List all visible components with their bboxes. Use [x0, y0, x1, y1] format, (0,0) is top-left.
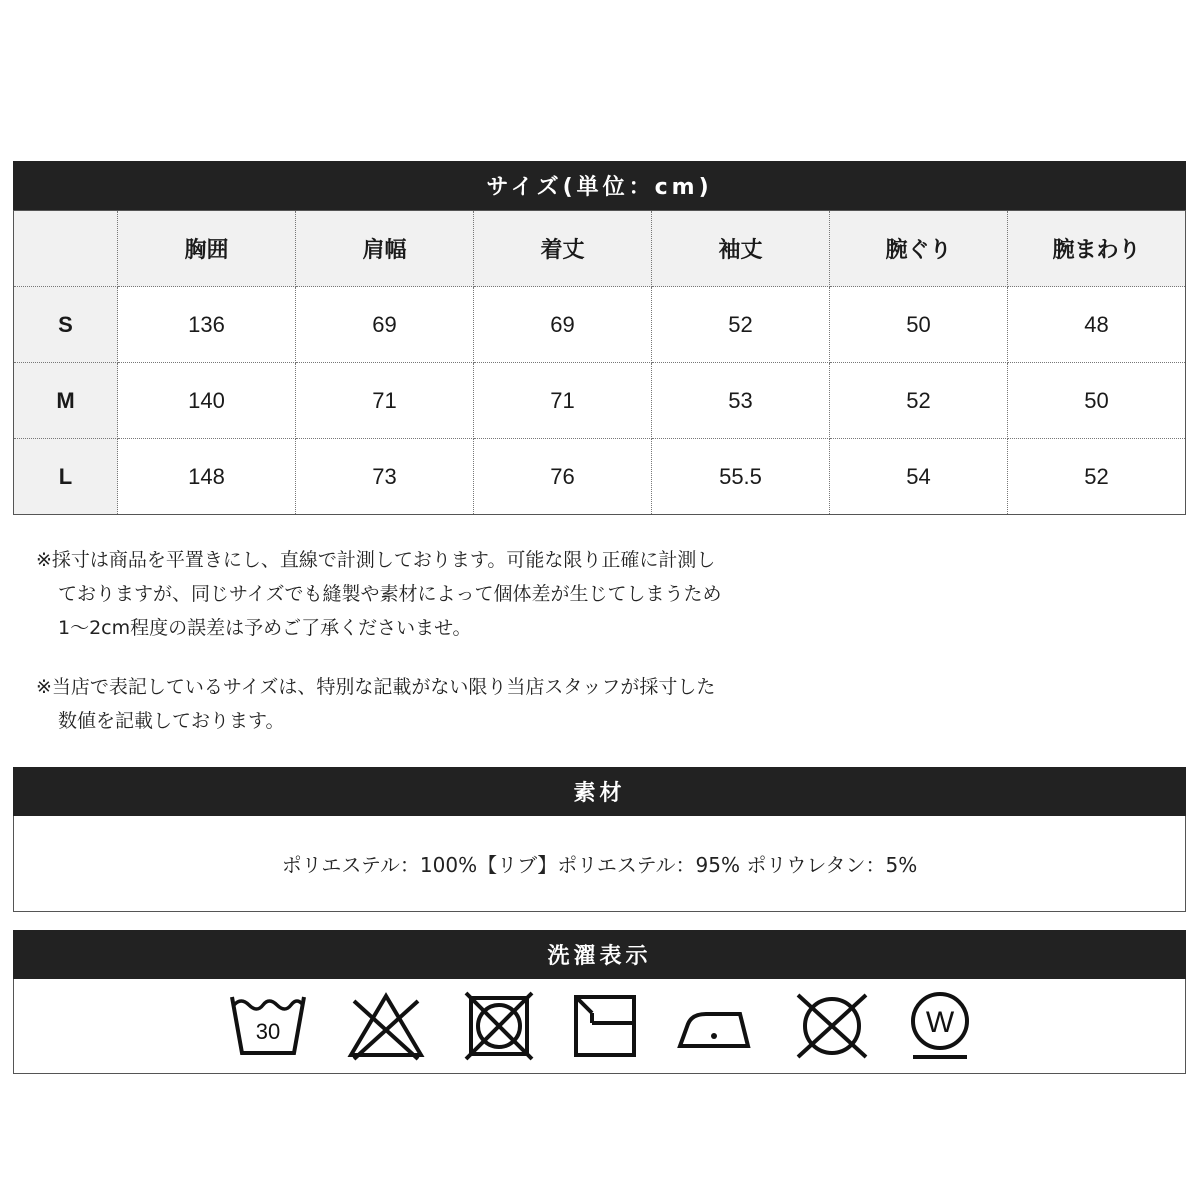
header-cell-length: 着丈 — [474, 211, 652, 287]
table-cell: 76 — [474, 439, 652, 515]
size-table-header-row — [14, 211, 1186, 287]
table-cell: 73 — [296, 439, 474, 515]
material-text: ポリエステル：100%【リブ】ポリエステル：95% ポリウレタン：5% — [281, 853, 918, 877]
table-cell: 54 — [830, 439, 1008, 515]
size-row-s — [14, 287, 1186, 363]
care-box — [13, 979, 1186, 1074]
measurement-note — [36, 543, 721, 645]
iron-low-icon — [676, 996, 756, 1056]
table-cell: 52 — [1008, 439, 1186, 515]
table-cell: 71 — [474, 363, 652, 439]
note-line: ※採寸は商品を平置きにし、直線で計測しております。可能な限り正確に計測し — [36, 549, 716, 571]
table-cell: 71 — [296, 363, 474, 439]
header-cell-empty — [14, 211, 118, 287]
size-section-title: サイズ(単位：cm) — [13, 161, 1186, 210]
no-tumble-dry-icon — [464, 991, 534, 1061]
material-section-title: 素材 — [13, 767, 1186, 816]
size-label: S — [14, 287, 118, 363]
table-cell: 52 — [652, 287, 830, 363]
size-label: L — [14, 439, 118, 515]
table-cell: 140 — [118, 363, 296, 439]
wet-clean-icon — [908, 991, 972, 1061]
table-cell: 50 — [1008, 363, 1186, 439]
note-line: ておりますが、同じサイズでも縫製や素材によって個体差が生じてしまうため — [58, 583, 722, 605]
table-cell: 53 — [652, 363, 830, 439]
table-cell: 48 — [1008, 287, 1186, 363]
care-icons — [14, 979, 1185, 1073]
no-bleach-icon — [346, 991, 426, 1061]
header-cell-armhole: 腕ぐり — [830, 211, 1008, 287]
staff-measurement-note — [36, 670, 715, 738]
table-cell: 148 — [118, 439, 296, 515]
no-dry-clean-icon — [794, 991, 870, 1061]
size-table — [13, 210, 1186, 515]
table-cell: 69 — [296, 287, 474, 363]
care-section-title: 洗濯表示 — [13, 930, 1186, 979]
table-cell: 50 — [830, 287, 1008, 363]
size-row-m — [14, 363, 1186, 439]
table-cell: 136 — [118, 287, 296, 363]
wash-temp-label: 30 — [255, 1019, 280, 1044]
header-cell-chest: 胸囲 — [118, 211, 296, 287]
header-cell-shoulder: 肩幅 — [296, 211, 474, 287]
note-line: 1〜2cm程度の誤差は予めご了承くださいませ。 — [58, 617, 472, 639]
note-line: ※当店で表記しているサイズは、特別な記載がない限り当店スタッフが採寸した — [36, 676, 716, 698]
table-cell: 55.5 — [652, 439, 830, 515]
header-cell-sleeve: 袖丈 — [652, 211, 830, 287]
header-cell-arm-circumference: 腕まわり — [1008, 211, 1186, 287]
table-cell: 52 — [830, 363, 1008, 439]
material-box — [13, 816, 1186, 912]
size-row-l — [14, 439, 1186, 515]
wash-30-icon — [228, 991, 308, 1061]
table-cell: 69 — [474, 287, 652, 363]
line-dry-shade-icon — [572, 993, 638, 1059]
wet-clean-letter: W — [925, 1006, 954, 1039]
note-line: 数値を記載しております。 — [58, 710, 285, 732]
size-label: M — [14, 363, 118, 439]
